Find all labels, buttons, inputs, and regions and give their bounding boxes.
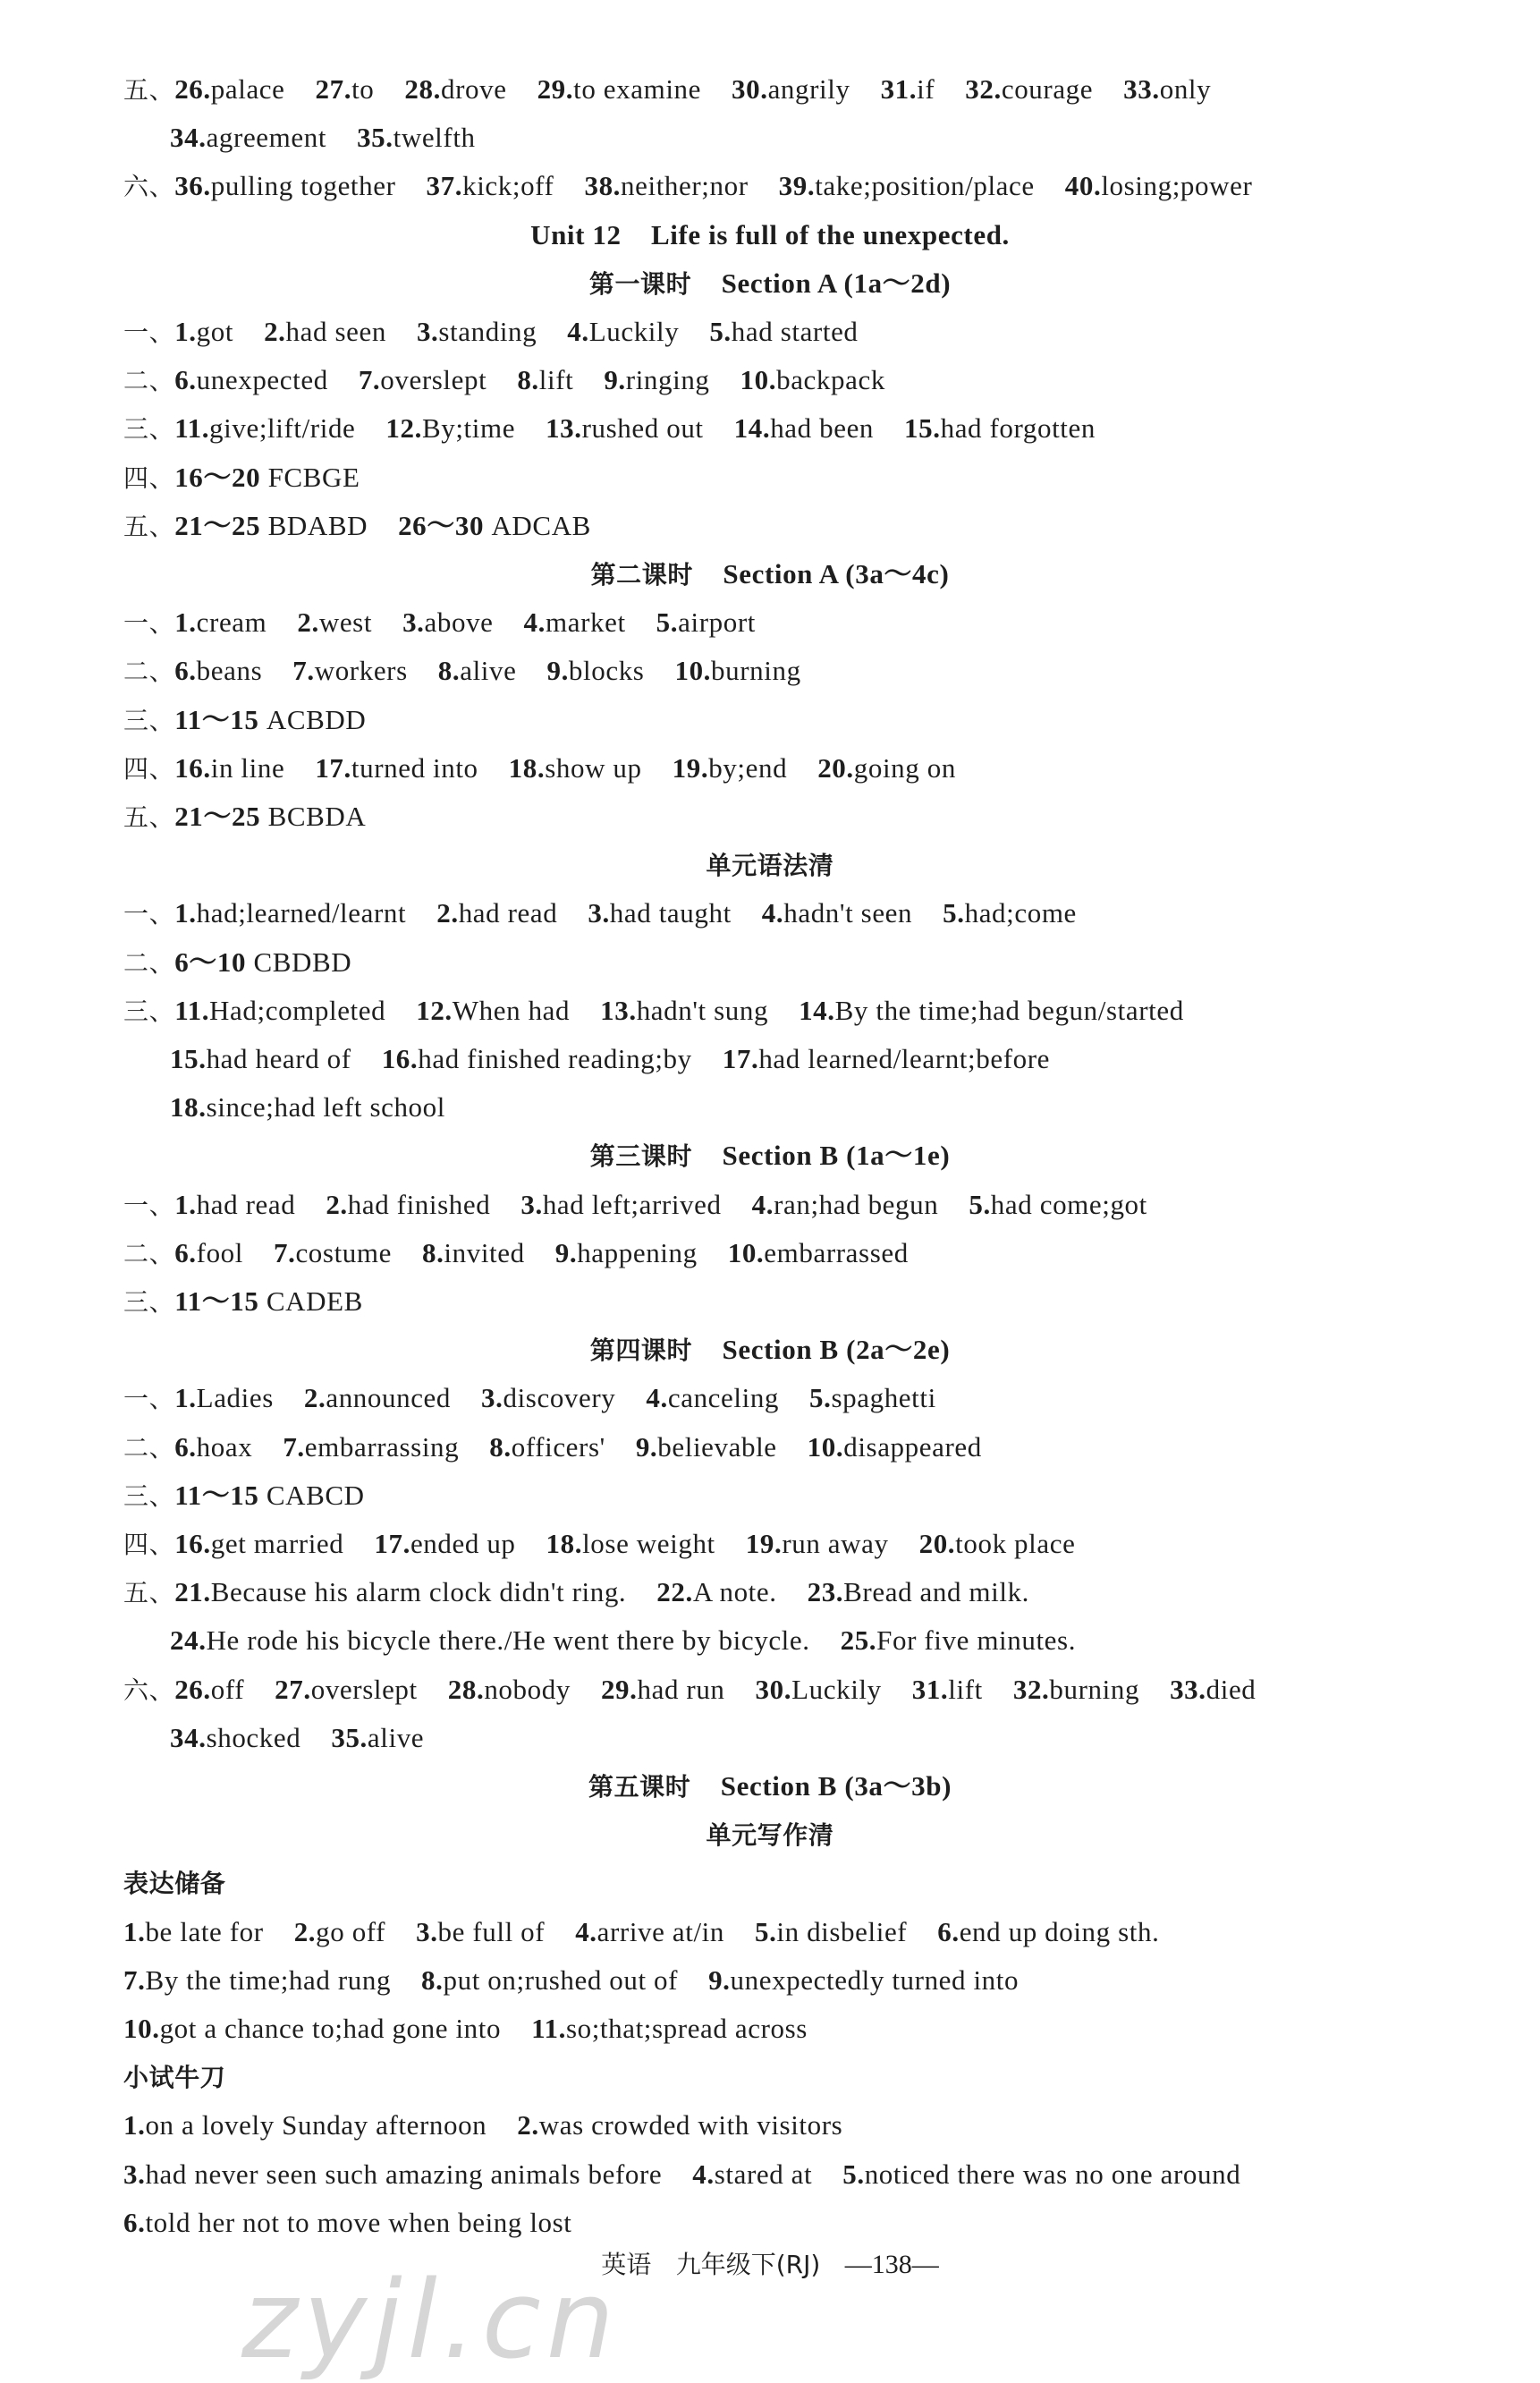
answer-item: 4.stared at — [692, 2158, 813, 2190]
part-marker: 五、 — [123, 511, 175, 541]
answer-item: 5.in disbelief — [754, 1915, 908, 1947]
page-footer — [0, 2241, 1540, 2289]
answer-item: 1.had;learned/learnt — [174, 897, 407, 929]
answer-item: 5.had started — [709, 316, 859, 347]
answer-item: 26.off — [174, 1673, 245, 1705]
answer-item: 11.Had;completed — [174, 994, 386, 1026]
answer-line — [123, 1520, 1468, 1568]
section-heading: 第四课时 Section B (2a～2e) — [589, 1334, 951, 1366]
answer-item: 28.nobody — [447, 1673, 571, 1705]
answer-item: 5.had;come — [943, 897, 1077, 929]
answer-item: 7.costume — [274, 1236, 392, 1268]
answer-item: 20.going on — [817, 751, 956, 784]
answer-item: 14.had been — [733, 412, 875, 445]
answer-item: 1.got — [174, 316, 234, 347]
answer-item: 6.beans — [174, 655, 263, 687]
answer-item: 11～15 CADEB — [174, 1285, 363, 1317]
part-marker: 二、 — [123, 1238, 175, 1268]
answer-item: 8.lift — [517, 364, 574, 396]
part-marker: 四、 — [123, 462, 175, 493]
answer-item: 11～15 CABCD — [174, 1479, 365, 1511]
answer-item: 26.palace — [174, 73, 285, 105]
answer-item: 26～30 ADCAB — [398, 509, 591, 541]
answer-line — [123, 308, 1468, 356]
answer-line — [123, 162, 1468, 210]
answer-item: 5.had come;got — [969, 1188, 1147, 1220]
answer-item: 30.Luckily — [755, 1673, 882, 1705]
answer-item: 24.He rode his bicycle there./He went there by bicycle. — [170, 1624, 810, 1657]
section-heading: Unit 12 Life is full of the unexpected. — [530, 218, 1010, 250]
answer-item: 12.By;time — [385, 412, 516, 445]
answer-item: 4.canceling — [646, 1382, 780, 1414]
section-heading: 第三课时 Section B (1a～1e) — [589, 1140, 951, 1172]
answer-item: 7.By the time;had rung — [123, 1963, 392, 1996]
part-marker: 四、 — [123, 753, 175, 784]
section-heading: 单元写作清 — [706, 1820, 834, 1851]
answer-line — [123, 1666, 1468, 1714]
answer-item: 19.run away — [745, 1528, 889, 1559]
section-heading: 单元语法清 — [706, 851, 834, 881]
answer-item: 22.A note. — [656, 1576, 777, 1608]
answer-item: 32.burning — [1012, 1673, 1140, 1705]
part-marker: 三、 — [123, 1480, 175, 1511]
answer-item: 10.burning — [674, 655, 801, 687]
answer-item: 9.ringing — [604, 364, 710, 396]
answer-item: 8.invited — [421, 1236, 525, 1268]
answer-item: 19.by;end — [672, 751, 788, 784]
part-marker: 二、 — [123, 947, 175, 978]
answer-item: 13.rushed out — [546, 412, 704, 445]
answer-item: 21.Because his alarm clock didn't ring. — [174, 1576, 627, 1608]
answer-item: 6.told her not to move when being lost — [123, 2206, 572, 2238]
answer-item: 5.airport — [656, 606, 756, 639]
answer-line — [123, 1423, 1468, 1471]
part-marker: 五、 — [123, 802, 175, 832]
part-marker: 一、 — [123, 899, 175, 929]
answer-item: 5.noticed there was no one around — [842, 2158, 1241, 2190]
answer-item: 33.only — [1123, 73, 1212, 105]
answer-item: 4.ran;had begun — [751, 1188, 939, 1220]
answer-item: 16.get married — [174, 1528, 344, 1559]
answer-item: 6.fool — [174, 1236, 243, 1268]
answer-item: 20.took place — [918, 1528, 1076, 1559]
part-marker: 二、 — [123, 366, 175, 396]
part-marker: 五、 — [123, 1578, 175, 1608]
answer-item: 6.end up doing sth. — [937, 1915, 1160, 1947]
footer-grade: 九年级下(RJ) — [675, 2250, 821, 2279]
answer-item: 28.drove — [404, 73, 507, 105]
answer-item: 35.twelfth — [357, 122, 476, 154]
answer-item: 39.take;position/place — [778, 170, 1035, 202]
answer-item: 37.kick;off — [426, 170, 554, 202]
answer-item: 3.discovery — [481, 1382, 616, 1414]
answer-line — [123, 793, 1468, 841]
answer-item: 2.had read — [436, 897, 558, 929]
answer-line — [123, 889, 1468, 937]
part-marker: 一、 — [123, 1190, 175, 1220]
answer-item: 8.officers' — [489, 1430, 605, 1463]
footer-subject: 英语 — [601, 2250, 652, 2279]
subsection-heading: 表达储备 — [123, 1869, 226, 1899]
answer-item: 12.When had — [416, 994, 571, 1026]
subsection-heading: 小试牛刀 — [123, 2063, 226, 2093]
answer-item: 1.had read — [174, 1188, 296, 1220]
answer-item: 21～25 BCBDA — [174, 801, 367, 832]
answer-item: 27.overslept — [275, 1673, 418, 1705]
answer-item: 31.lift — [911, 1673, 983, 1705]
answer-item: 4.Luckily — [567, 316, 680, 347]
answer-line — [123, 1277, 1468, 1326]
answer-line — [123, 744, 1468, 793]
watermark: zyjl.cn — [241, 2259, 620, 2383]
answer-item: 9.unexpectedly turned into — [708, 1963, 1020, 1996]
part-marker: 三、 — [123, 1287, 175, 1317]
answer-item: 2.go off — [293, 1915, 386, 1947]
answer-item: 18.lose weight — [546, 1528, 715, 1559]
answer-item: 35.alive — [331, 1721, 425, 1753]
part-marker: 一、 — [123, 1384, 175, 1414]
answer-item: 3.standing — [416, 316, 537, 347]
footer-page-number: —138— — [844, 2250, 939, 2279]
answer-item: 11.give;lift/ride — [174, 412, 356, 445]
answer-item: 1.Ladies — [174, 1382, 274, 1414]
answer-item: 3.above — [402, 606, 494, 639]
part-marker: 三、 — [123, 996, 175, 1026]
answer-item: 3.had left;arrived — [520, 1188, 722, 1220]
answer-item: 34.agreement — [170, 122, 327, 154]
answer-item: 9.happening — [554, 1236, 698, 1268]
answer-line — [123, 1471, 1468, 1520]
answer-item: 1.cream — [174, 606, 267, 639]
answer-item: 6.hoax — [174, 1430, 253, 1463]
answer-item: 32.courage — [965, 73, 1094, 105]
answer-item: 10.backpack — [740, 364, 885, 396]
answer-item: 11.so;that;spread across — [531, 2013, 808, 2044]
answer-item: 2.west — [297, 606, 373, 639]
answer-item: 3.had taught — [588, 897, 732, 929]
answer-item: 16～20 FCBGE — [174, 461, 360, 493]
answer-item: 1.on a lovely Sunday afternoon — [123, 2109, 487, 2141]
answer-item: 21～25 BDABD — [174, 509, 368, 541]
answer-item: 17.turned into — [315, 751, 478, 784]
section-heading: 第一课时 Section A (1a～2d) — [588, 267, 952, 299]
answer-item: 16.in line — [174, 751, 285, 784]
answer-line — [170, 1714, 1468, 1762]
part-marker: 一、 — [123, 608, 175, 639]
section-heading: 第五课时 Section B (3a～3b) — [588, 1770, 952, 1802]
part-marker: 三、 — [123, 705, 175, 735]
answer-item: 23.Bread and milk. — [807, 1576, 1030, 1608]
answer-line — [123, 2005, 1468, 2053]
part-marker: 五、 — [123, 75, 175, 105]
answer-item: 33.died — [1170, 1673, 1257, 1705]
answer-line — [123, 647, 1468, 695]
answer-item: 8.alive — [437, 655, 517, 687]
answer-item: 15.had forgotten — [904, 412, 1096, 445]
answer-line — [170, 1616, 1468, 1665]
answer-item: 34.shocked — [170, 1721, 301, 1753]
answer-line — [123, 2199, 1468, 2247]
answer-item: 4.market — [523, 606, 626, 639]
part-marker: 六、 — [123, 1675, 175, 1705]
answer-item: 6.unexpected — [174, 364, 328, 396]
answer-item: 13.hadn't sung — [600, 994, 769, 1026]
answer-line — [123, 502, 1468, 550]
answer-item: 5.spaghetti — [809, 1382, 936, 1414]
answer-line — [123, 938, 1468, 987]
answer-item: 14.By the time;had begun/started — [799, 994, 1184, 1026]
answer-item: 7.overslept — [358, 364, 487, 396]
part-marker: 四、 — [123, 1530, 175, 1559]
answer-line — [123, 1908, 1468, 1956]
answer-item: 17.ended up — [374, 1528, 516, 1559]
answer-item: 30.angrily — [732, 73, 850, 105]
part-marker: 二、 — [123, 657, 175, 687]
answer-item: 2.had seen — [264, 316, 386, 347]
answer-line — [123, 1956, 1468, 2005]
answer-item: 18.show up — [508, 751, 642, 784]
answer-item: 40.losing;power — [1064, 170, 1253, 202]
answer-line — [170, 1035, 1468, 1083]
answer-item: 36.pulling together — [174, 170, 396, 202]
answer-item: 1.be late for — [123, 1915, 264, 1947]
answer-item: 29.to examine — [537, 73, 701, 105]
section-heading: 第二课时 Section A (3a～4c) — [590, 558, 950, 589]
answer-item: 18.since;had left school — [170, 1091, 445, 1124]
answer-line — [123, 1229, 1468, 1277]
answer-item: 25.For five minutes. — [840, 1624, 1077, 1657]
answer-line — [123, 987, 1468, 1035]
answer-item: 2.had finished — [326, 1188, 491, 1220]
part-marker: 三、 — [123, 414, 175, 445]
answer-line — [123, 404, 1468, 453]
part-marker: 六、 — [123, 172, 175, 202]
answer-item: 38.neither;nor — [584, 170, 749, 202]
answer-item: 17.had learned/learnt;before — [722, 1043, 1050, 1074]
answer-line — [123, 356, 1468, 404]
answer-item: 15.had heard of — [170, 1043, 351, 1074]
answer-item: 2.was crowded with visitors — [517, 2109, 843, 2141]
answer-line — [123, 454, 1468, 502]
answer-line — [123, 2150, 1468, 2199]
answer-line — [123, 696, 1468, 744]
answer-line — [123, 1374, 1468, 1422]
answer-line — [170, 114, 1468, 162]
answer-item: 4.arrive at/in — [575, 1915, 724, 1947]
part-marker: 二、 — [123, 1432, 175, 1463]
answer-item: 4.hadn't seen — [761, 897, 913, 929]
answer-item: 7.workers — [292, 655, 408, 687]
answer-item: 7.embarrassing — [283, 1430, 460, 1463]
answer-item: 8.put on;rushed out of — [421, 1963, 679, 1996]
answer-item: 10.embarrassed — [727, 1236, 909, 1268]
answer-item: 2.announced — [303, 1382, 452, 1414]
answer-line — [123, 1568, 1468, 1616]
answer-item: 9.blocks — [546, 655, 645, 687]
answer-item: 29.had run — [600, 1673, 725, 1705]
part-marker: 一、 — [123, 318, 175, 347]
answer-item: 9.believable — [635, 1430, 777, 1463]
answer-line — [170, 1083, 1468, 1132]
answer-item: 10.disappeared — [807, 1430, 982, 1463]
answer-item: 31.if — [880, 73, 935, 105]
answer-line — [123, 2101, 1468, 2150]
answer-item: 11～15 ACBDD — [174, 703, 367, 735]
answer-item: 3.had never seen such amazing animals before — [123, 2158, 663, 2190]
answer-line — [123, 65, 1468, 114]
answer-line — [123, 598, 1468, 647]
answer-item: 16.had finished reading;by — [381, 1043, 692, 1074]
answer-line — [123, 1181, 1468, 1229]
answer-item: 10.got a chance to;had gone into — [123, 2013, 502, 2044]
answer-item: 27.to — [315, 73, 375, 105]
answer-item: 6～10 CBDBD — [174, 946, 352, 978]
answer-item: 3.be full of — [416, 1915, 546, 1947]
